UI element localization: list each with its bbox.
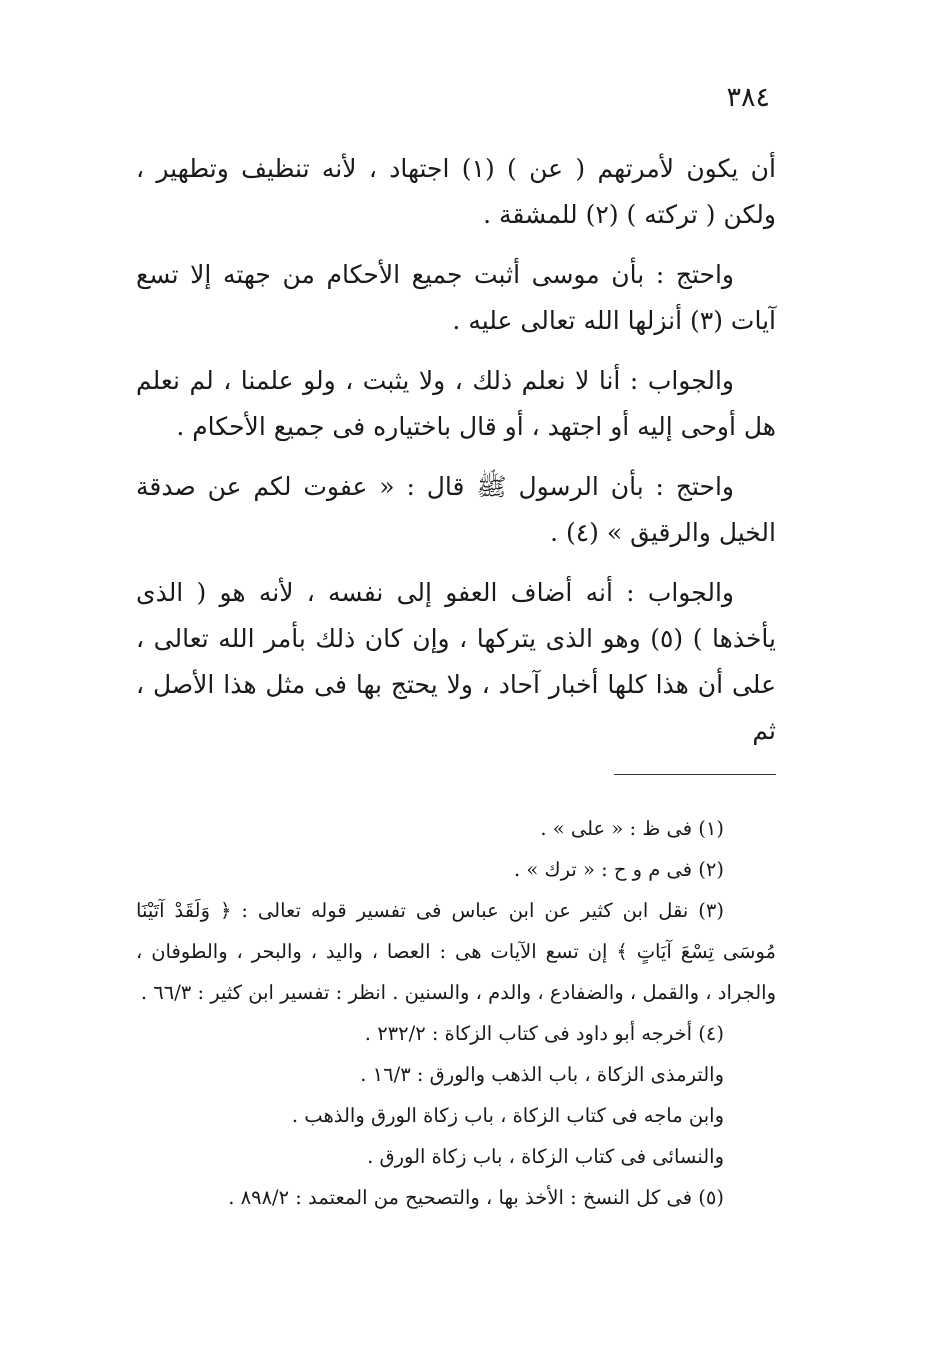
paragraph-4: [136, 464, 776, 556]
paragraph-3-text: والجواب : أنا لا نعلم ذلك ، ولا يثبت ، ولو علمنا ، لم نعلم هل أوحى إليه أو اجتهد ، أو قال باختياره فى جميع الأحكام .: [136, 366, 776, 441]
footnote-4-ibn-majah: وابن ماجه فى كتاب الزكاة ، باب زكاة الورق والذهب .: [291, 1104, 724, 1127]
page-number: ٣٨٤: [726, 82, 770, 113]
paragraph-1: [136, 146, 776, 238]
footnote-5: (٥) فى كل النسخ : الأخذ بها ، والتصحيح من المعتمد : ٨٩٨/٢ .: [228, 1186, 724, 1209]
footnote-separator: [614, 774, 776, 775]
footnotes: [136, 808, 776, 1218]
paragraph-2-text: واحتج : بأن موسى أثبت جميع الأحكام من جهته إلا تسع آيات (٣) أنزلها الله تعالى عليه .: [136, 260, 776, 335]
paragraph-5: [136, 570, 776, 754]
paragraph-5-text: والجواب : أنه أضاف العفو إلى نفسه ، لأنه هو ( الذى يأخذها ) (٥) وهو الذى يتركها ، وإن كان ذلك بأمر الله تعالى ، على أن هذا كلها أخبار آحاد ، ولا يحتج بها فى مثل هذا الأصل ، ثم: [136, 578, 776, 745]
footnote-4-tirmidhi: والترمذى الزكاة ، باب الذهب والورق : ١٦/٣ .: [360, 1063, 724, 1086]
paragraph-3: [136, 358, 776, 450]
paragraph-1-text: أن يكون لأمرتهم ( عن ) (١) اجتهاد ، لأنه تنظيف وتطهير ، ولكن ( تركته ) (٢) للمشقة .: [136, 154, 776, 229]
footnote-1: (١) فى ظ : « على » .: [540, 817, 724, 840]
main-text: [136, 146, 776, 768]
footnote-3-text: (٣) نقل ابن كثير عن ابن عباس فى تفسير قوله تعالى : ﴿ وَلَقَدْ آتَيْنَا مُوسَى تِسْعَ آيَاتٍ ﴾ إن تسع الآيات هى : العصا ، واليد ، والبحر ، والطوفان ، والجراد ، والقمل ، والضفادع ، والدم ، والسنين . انظر : تفسير ابن كثير : ٦٦/٣ .: [136, 899, 776, 1004]
footnote-2: (٢) فى م و ح : « ترك » .: [513, 858, 724, 881]
footnote-4-nasai: والنسائى فى كتاب الزكاة ، باب زكاة الورق .: [367, 1145, 724, 1168]
footnote-3: [136, 890, 776, 1013]
footnote-4: (٤) أخرجه أبو داود فى كتاب الزكاة : ٢٣٢/٢ .: [364, 1022, 724, 1045]
paragraph-2: [136, 252, 776, 344]
paragraph-4-text: واحتج : بأن الرسول ﷺ قال : « عفوت لكم عن صدقة الخيل والرقيق » (٤) .: [136, 472, 776, 547]
